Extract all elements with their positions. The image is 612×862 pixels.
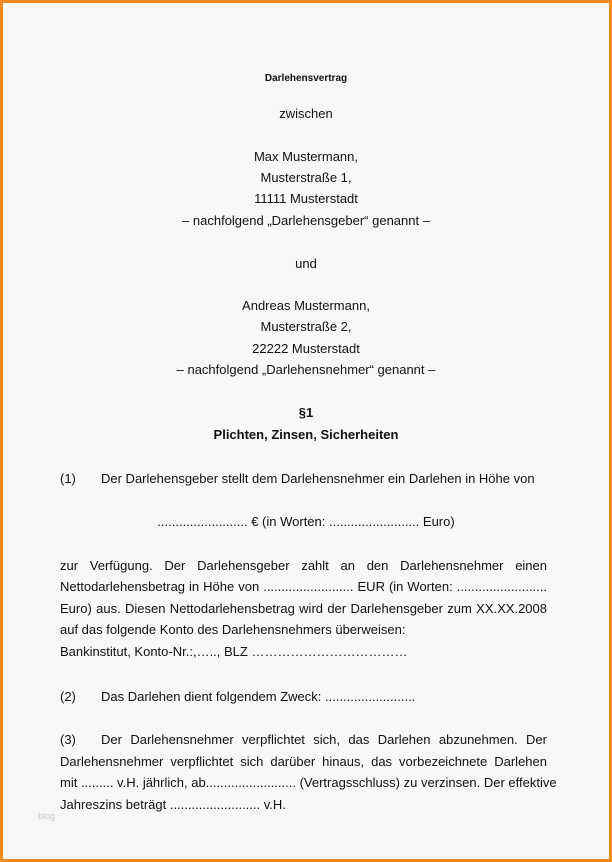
lender-street: Musterstraße 1,	[260, 170, 352, 185]
para3-number: (3)	[60, 732, 76, 747]
para3-line: Jahreszins beträgt ......................... v.H.	[60, 797, 286, 812]
para3-first-line: Der Darlehensnehmer verpflichtet sich, das Darlehen abzunehmen. Der	[101, 732, 547, 747]
section-heading: Plichten, Zinsen, Sicherheiten	[213, 427, 399, 442]
para1-number: (1)	[60, 471, 76, 486]
para1-first-line: Der Darlehensgeber stellt dem Darlehensnehmer ein Darlehen in Höhe von	[101, 471, 535, 486]
para3-line: Darlehensnehmer verpflichtet sich darüber hinaus, das vorbezeichnete Darlehen	[60, 754, 547, 769]
lender-city: 11111 Musterstadt	[254, 191, 358, 206]
para2-number: (2)	[60, 689, 76, 704]
para1-line: Nettodarlehensbetrag in Höhe von ......................... EUR (in Worten: .........................	[60, 579, 547, 594]
borrower-city: 22222 Musterstadt	[252, 341, 360, 356]
para3-line: mit ......... v.H. jährlich, ab......................... (Vertragsschluss) zu verzinsen. Der effektive	[60, 775, 557, 790]
document-title: Darlehensvertrag	[264, 73, 348, 84]
between-label: zwischen	[279, 106, 333, 121]
watermark: blog	[38, 811, 56, 821]
borrower-street: Musterstraße 2,	[260, 319, 352, 334]
and-label: und	[295, 256, 317, 271]
section-number: §1	[298, 405, 314, 420]
para1-amount-line: ......................... € (in Worten: ......................... Euro)	[157, 514, 455, 529]
lender-role: – nachfolgend „Darlehensgeber“ genannt –	[182, 213, 430, 228]
para1-line: auf das folgende Konto des Darlehensnehmers überweisen:	[60, 622, 406, 637]
para1-line: zur Verfügung. Der Darlehensgeber zahlt an den Darlehensnehmer einen	[60, 558, 547, 573]
para2-text: Das Darlehen dient folgendem Zweck: .........................	[101, 689, 416, 704]
lender-name: Max Mustermann,	[253, 149, 359, 164]
borrower-name: Andreas Mustermann,	[242, 298, 370, 313]
para1-line: Euro) aus. Diesen Nettodarlehensbetrag wird der Darlehensgeber zum XX.XX.2008	[60, 601, 547, 616]
borrower-role: – nachfolgend „Darlehensnehmer“ genannt –	[176, 362, 436, 377]
para1-bank-line: Bankinstitut, Konto-Nr.:,….., BLZ ………………………………	[60, 644, 408, 659]
